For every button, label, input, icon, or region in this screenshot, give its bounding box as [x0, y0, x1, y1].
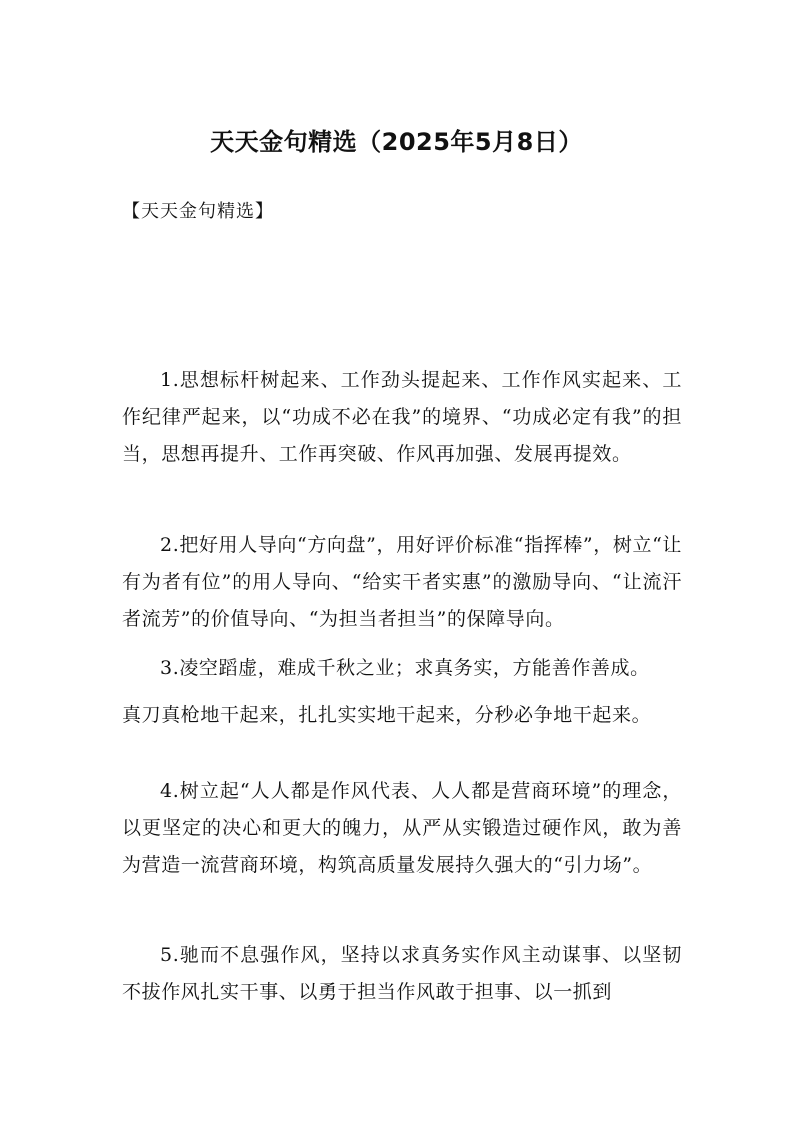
paragraph-3-continuation-text: 真刀真枪地干起来，扎扎实实地干起来，分秒必争地干起来。: [122, 704, 652, 726]
paragraph-4-text: 4.树立起“人人都是作风代表、人人都是营商环境”的理念，以更坚定的决心和更大的魄力，从严从实锻造过硬作风，敢为善为营造一流营商环境，构筑高质量发展持久强大的“引力场”。: [122, 780, 682, 876]
paragraph-2: [122, 527, 682, 638]
paragraph-5: [122, 937, 682, 1011]
paragraph-4: [122, 773, 682, 884]
paragraph-5-text: 5.驰而不息强作风，坚持以求真务实作风主动谋事、以坚韧不拔作风扎实干事、以勇于担当作风敢于担事、以一抓到: [122, 944, 682, 1003]
paragraph-3-continuation: [122, 697, 682, 734]
document-title: 天天金句精选（2025年5月8日）: [210, 128, 583, 156]
paragraph-3: [122, 650, 682, 687]
paragraph-1-text: 1.思想标杆树起来、工作劲头提起来、工作作风实起来、工作纪律严起来，以“功成不必在我”的境界、“功成必定有我”的担当，思想再提升、工作再突破、作风再加强、发展再提效。: [122, 369, 682, 465]
paragraph-3-text: 3.凌空蹈虚，难成千秋之业；求真务实，方能善作善成。: [160, 657, 650, 679]
section-tag: 【天天金句精选】: [122, 201, 274, 222]
paragraph-1: [122, 362, 682, 473]
paragraph-2-text: 2.把好用人导向“方向盘”，用好评价标准“指挥棒”，树立“让有为者有位”的用人导向、“给实干者实惠”的激励导向、“让流汗者流芳”的价值导向、“为担当者担当”的保障导向。: [122, 534, 682, 630]
